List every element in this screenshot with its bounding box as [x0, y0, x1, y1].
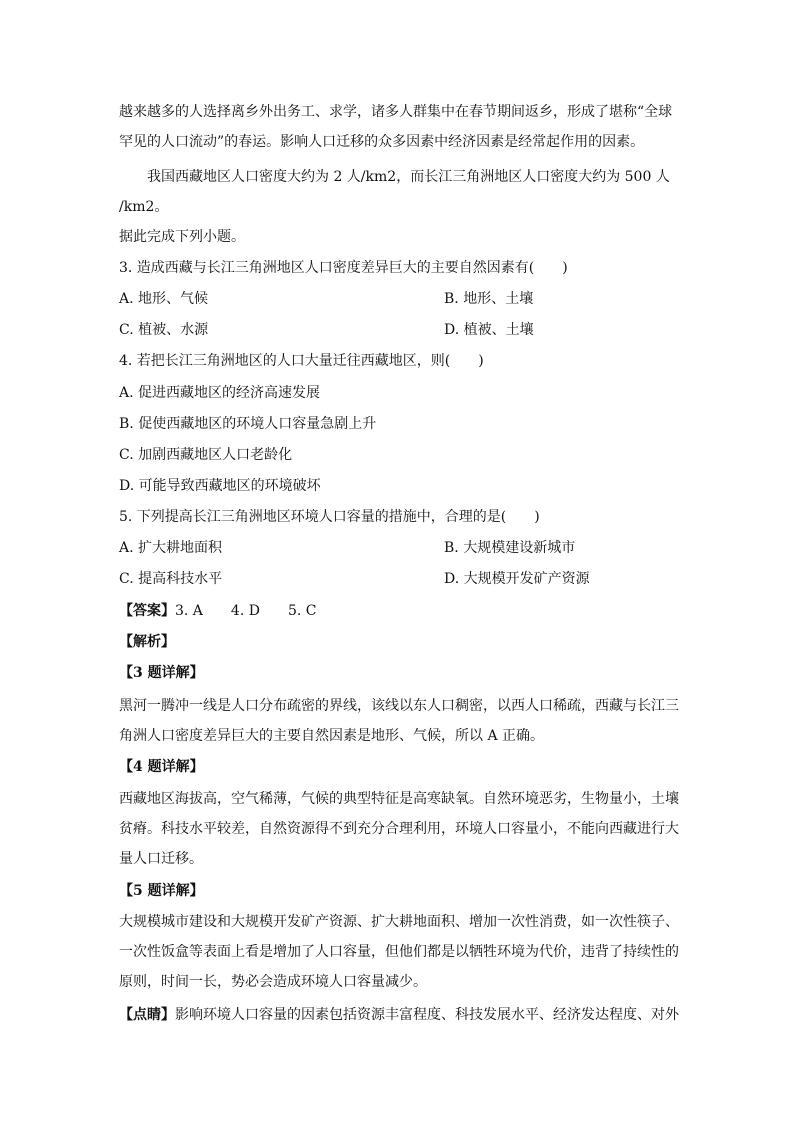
q3-detail-line-1: 黑河一腾冲一线是人口分布疏密的界线，该线以东人口稠密，以西人口稀疏，西藏与长江三: [119, 698, 679, 714]
q4-detail-line-3: 量人口迁移。: [119, 851, 203, 867]
question-5-option-b: B. 大规模建设新城市: [444, 540, 576, 556]
tip-label: 【点睛】: [119, 1007, 175, 1023]
intro-line-5: 据此完成下列小题。: [119, 229, 245, 245]
tip-line: [119, 1005, 679, 1025]
answer-text: 3. A 4. D 5. C: [175, 603, 317, 619]
analysis-label: 【解析】: [119, 634, 175, 650]
intro-line-1: 越来越多的人选择离乡外出务工、求学，诸多人群集中在春节期间返乡，形成了堪称“全球: [119, 104, 673, 120]
q5-detail-line-1: 大规模城市建设和大规模开发矿产资源、扩大耕地面积、增加一次性消费，如一次性筷子、: [119, 914, 679, 930]
question-4-stem: 4. 若把长江三角洲地区的人口大量迁往西藏地区，则( ): [119, 353, 484, 369]
question-4-option-a: A. 促进西藏地区的经济高速发展: [119, 385, 321, 401]
question-3-option-c: C. 植被、水源: [119, 322, 209, 338]
q4-detail-line-1: 西藏地区海拔高，空气稀薄，气候的典型特征是高寒缺氧。自然环境恶劣，生物量小，土壤: [119, 791, 679, 807]
question-5-option-c: C. 提高科技水平: [119, 571, 223, 587]
question-3-option-d: D. 植被、土壤: [444, 322, 534, 338]
tip-text: 影响环境人口容量的因素包括资源丰富程度、科技发展水平、经济发达程度、对外: [175, 1007, 679, 1023]
question-5-stem: 5. 下列提高长江三角洲地区环境人口容量的措施中，合理的是( ): [119, 509, 540, 525]
q4-detail-title: 【4 题详解】: [119, 759, 204, 775]
question-4-option-b: B. 促使西藏地区的环境人口容量急剧上升: [119, 416, 377, 432]
question-3-option-b: B. 地形、土壤: [444, 291, 534, 307]
q5-detail-line-2: 一次性饭盒等表面上看是增加了人口容量，但他们都是以牺牲环境为代价，违背了持续性的: [119, 944, 679, 960]
answer-line: [119, 601, 316, 621]
q3-detail-line-2: 角洲人口密度差异巨大的主要自然因素是地形、气候，所以 A 正确。: [119, 728, 545, 744]
question-5-option-d: D. 大规模开发矿产资源: [444, 571, 590, 587]
intro-line-3: 我国西藏地区人口密度大约为 2 人/km2，而长江三角洲地区人口密度大约为 500 人: [147, 169, 670, 185]
q4-detail-line-2: 贫瘠。科技水平较差，自然资源得不到充分合理利用，环境人口容量小，不能向西藏进行大: [119, 821, 679, 837]
q5-detail-title: 【5 题详解】: [119, 883, 204, 899]
question-3-option-a: A. 地形、气候: [119, 291, 209, 307]
question-4-option-d: D. 可能导致西藏地区的环境破坏: [119, 478, 321, 494]
intro-line-4: /km2。: [119, 199, 169, 215]
answer-label: 【答案】: [119, 603, 175, 619]
intro-line-2: 罕见的人口流动”的春运。影响人口迁移的众多因素中经济因素是经常起作用的因素。: [119, 134, 645, 150]
question-3-stem: 3. 造成西藏与长江三角洲地区人口密度差异巨大的主要自然因素有( ): [119, 260, 568, 276]
q5-detail-line-3: 原则，时间一长，势必会造成环境人口容量减少。: [119, 974, 427, 990]
question-5-option-a: A. 扩大耕地面积: [119, 540, 223, 556]
q3-detail-title: 【3 题详解】: [119, 665, 204, 681]
question-4-option-c: C. 加剧西藏地区人口老龄化: [119, 447, 293, 463]
